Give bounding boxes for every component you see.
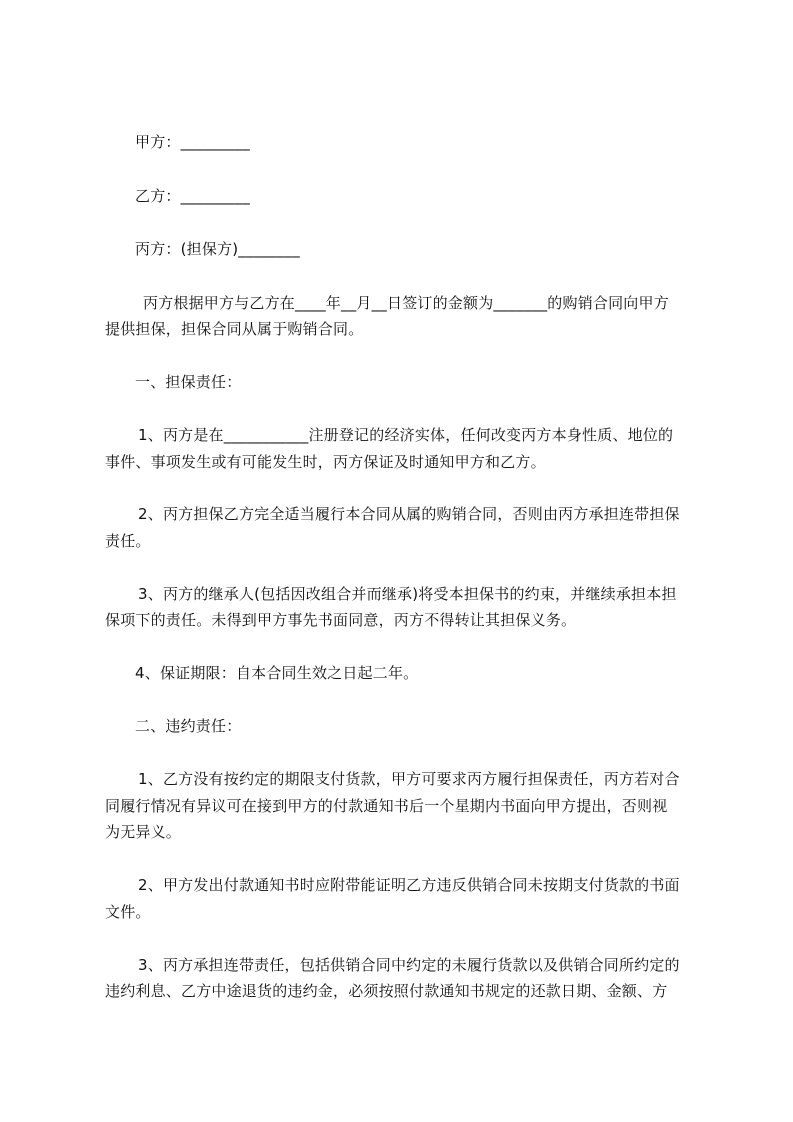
- intro-line-2: 提供担保，担保合同从属于购销合同。: [105, 320, 364, 338]
- section1-item2-line2: 责任。: [105, 532, 151, 550]
- section1-item3-line1: 3、丙方的继承人(包括因改组合并而继承)将受本担保书的约束，并继续承担本担: [138, 585, 677, 603]
- intro-line-1: 丙方根据甲方与乙方在____年__月__日签订的金额为_______的购销合同向甲方: [143, 294, 669, 312]
- section2-item1-line3: 为无异义。: [105, 823, 182, 841]
- section2-item2-line2: 文件。: [105, 903, 151, 921]
- section1-item1-line1: 1、丙方是在___________注册登记的经济实体，任何改变丙方本身性质、地位的: [138, 426, 674, 444]
- party-a-line: 甲方：_________: [135, 133, 250, 151]
- section2-heading: 二、违约责任：: [135, 717, 242, 735]
- section1-item4-line1: 4、保证期限：自本合同生效之日起二年。: [135, 664, 419, 682]
- section1-item2-line1: 2、丙方担保乙方完全适当履行本合同从属的购销合同，否则由丙方承担连带担保: [138, 505, 680, 523]
- party-b-line: 乙方：_________: [135, 187, 250, 205]
- party-c-line: 丙方：(担保方)________: [135, 240, 300, 258]
- section2-item2-line1: 2、甲方发出付款通知书时应附带能证明乙方违反供销合同未按期支付货款的书面: [138, 876, 680, 894]
- section1-heading: 一、担保责任：: [135, 373, 242, 391]
- section1-item1-line2: 事件、事项发生或有可能发生时，丙方保证及时通知甲方和乙方。: [105, 453, 546, 471]
- section1-item3-line2: 保项下的责任。未得到甲方事先书面同意，丙方不得转让其担保义务。: [105, 611, 577, 629]
- section2-item3-line1: 3、丙方承担连带责任，包括供销合同中约定的未履行货款以及供销合同所约定的: [138, 956, 680, 974]
- section2-item1-line1: 1、乙方没有按约定的期限支付货款，甲方可要求丙方履行担保责任，丙方若对合: [138, 770, 680, 788]
- section2-item1-line2: 同履行情况有异议可在接到甲方的付款通知书后一个星期内书面向甲方提出，否则视: [105, 797, 668, 815]
- section2-item3-line2: 违约利息、乙方中途退货的违约金，必须按照付款通知书规定的还款日期、金额、方: [105, 982, 668, 1000]
